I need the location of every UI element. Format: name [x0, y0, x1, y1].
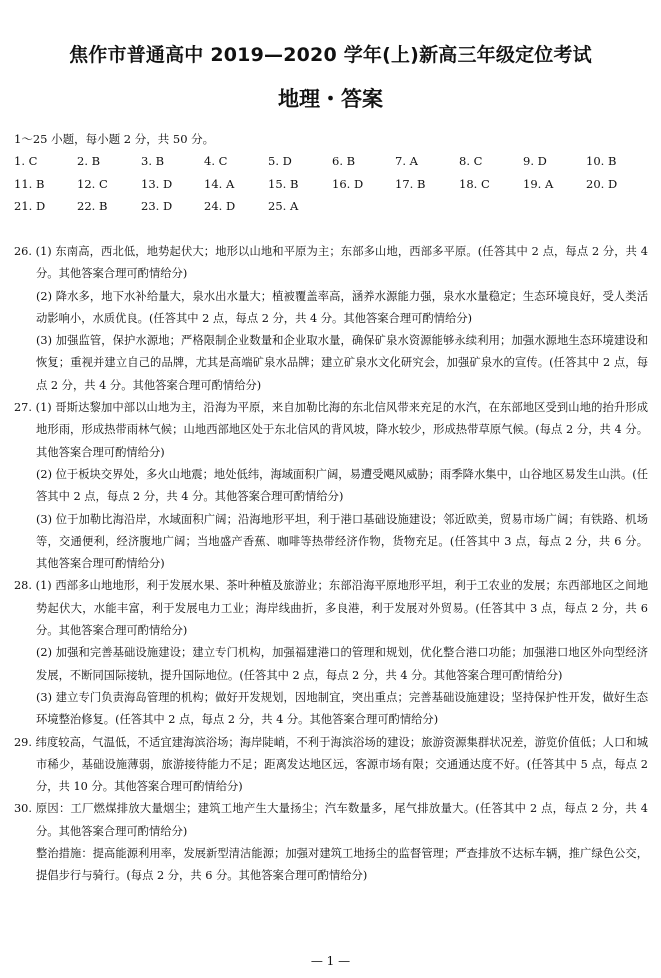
answer-q28-part2: (2) 加强和完善基础设施建设；建立专门机构，加强福建港口的管理和规划，优化整合港口功能；加强港口地区外向型经济发展，不断同国际接轨，提升国际地位。(任答其中 2 点，每点 2 分，共 4 分。其他答案合理可酌情给分) — [36, 646, 648, 682]
mcq-answer: 5. D — [268, 154, 292, 168]
mcq-answer: 19. A — [523, 176, 554, 191]
answer-q28-part3: (3) 建立专门负责海岛管理的机构；做好开发规划，因地制宜，突出重点；完善基础设施建设；坚持保护性开发，做好生态环境整治修复。(任答其中 2 点，每点 2 分，共 4 分。其他答案合理可酌情给分) — [36, 690, 648, 727]
mcq-answer: 2. B — [77, 154, 101, 168]
page-number: — 1 — — [310, 954, 351, 968]
answer-q30-measures: 整治措施：提高能源利用率，发展新型清洁能源；加强对建筑工地扬尘的监督管理；严查排放不达标车辆，推广绿色公交，提倡步行与骑行。(每点 2 分，共 6 分。其他答案合理可酌情给分) — [36, 847, 648, 883]
answer-q28-part1: 28. (1) 西部多山地地形，利于发展水果、茶叶种植及旅游业；东部沿海平原地形平坦，利于工农业的发展；东西部地区之间地势起伏大，水能丰富，利于发展电力工业；海岸线曲折，多良港，利于发展对外贸易。(任答其中 3 点，每点 2 分，共 6 分。其他答案合理可酌情给分) — [14, 579, 648, 638]
mcq-answer: 14. A — [204, 176, 235, 191]
mcq-answer: 6. B — [332, 154, 356, 168]
answer-q27-part2: (2) 位于板块交界处，多火山地震；地处低纬，海域面积广阔，易遭受飓风威胁；雨季降水集中，山谷地区易发生山洪。(任答其中 2 点，每点 2 分，共 4 分。其他答案合理可酌情给分) — [36, 467, 648, 504]
mcq-row — [14, 199, 654, 222]
answer-q26-part3: (3) 加强监管，保护水源地；严格限制企业数量和企业取水量，确保矿泉水资源能够永续利用；加强水源地生态环境建设和恢复；重视并建立自己的品牌，尤其是高端矿泉水品牌；建立矿泉水文化研究会，加强矿泉水的宣传。(任答其中 2 点，每点 2 分，共 4 分。其他答案合理可酌情给分) — [36, 334, 648, 392]
mcq-answer: 23. D — [141, 199, 173, 213]
document-subtitle: 地理・答案 — [278, 87, 383, 111]
mcq-answer: 7. A — [395, 154, 418, 168]
mcq-answer: 1. C — [14, 154, 38, 168]
mcq-row — [14, 154, 654, 177]
free-response-answers — [14, 241, 648, 888]
mcq-answer: 24. D — [204, 199, 236, 213]
mcq-answer: 20. D — [586, 176, 618, 191]
mcq-answer-grid — [14, 154, 654, 222]
mcq-answer: 3. B — [141, 154, 165, 168]
answer-q27-part1: 27. (1) 哥斯达黎加中部以山地为主，沿海为平原，来自加勒比海的东北信风带来充足的水汽，在东部地区受到山地的抬升形成地形雨，形成热带雨林气候；山地西部地区处于东北信风的背风坡，降水较少，形成热带草原气候。(每点 2 分，共 4 分。其他答案合理可酌情给分) — [14, 401, 648, 459]
mcq-answer: 9. D — [523, 154, 547, 168]
answer-q26-part1: 26. (1) 东南高，西北低，地势起伏大；地形以山地和平原为主；东部多山地，西部多平原。(任答其中 2 点，每点 2 分，共 4 分。其他答案合理可酌情给分) — [14, 245, 648, 281]
mcq-answer: 25. A — [268, 199, 299, 213]
answer-q27-part3: (3) 位于加勒比海沿岸，水域面积广阔；沿海地形平坦，利于港口基础设施建设；邻近欧美，贸易市场广阔；有铁路、机场等，交通便利，经济腹地广阔；当地盛产香蕉、咖啡等热带经济作物，货物充足。(任答其中 3 点，每点 2 分，共 6 分。其他答案合理可酌情给分) — [36, 512, 648, 571]
mcq-answer: 15. B — [268, 176, 299, 191]
mcq-answer: 4. C — [204, 154, 228, 168]
mcq-answer: 8. C — [459, 154, 483, 168]
mcq-instructions: 1～25 小题，每小题 2 分，共 50 分。 — [14, 132, 215, 146]
mcq-answer: 11. B — [14, 176, 45, 191]
mcq-answer: 16. D — [332, 176, 364, 191]
answer-q26-part2: (2) 降水多，地下水补给量大，泉水出水量大；植被覆盖率高，涵养水源能力强，泉水水量稳定；生态环境良好，受人类活动影响小，水质优良。(任答其中 2 点，每点 2 分，共 4 分。其他答案合理可酌情给分) — [36, 289, 648, 325]
mcq-answer: 17. B — [395, 176, 426, 191]
mcq-answer: 22. B — [77, 199, 108, 213]
mcq-answer: 13. D — [141, 176, 173, 191]
mcq-answer: 18. C — [459, 176, 490, 191]
mcq-answer: 21. D — [14, 199, 46, 213]
mcq-row — [14, 177, 654, 200]
mcq-answer: 10. B — [586, 154, 617, 168]
answer-q29: 29. 纬度较高，气温低，不适宜建海滨浴场；海岸陡峭，不利于海滨浴场的建设；旅游资源集群状况差，游览价值低；人口和城市稀少，基础设施薄弱，旅游接待能力不足；距离发达地区远，客源市场有限；交通通达度不好。(任答其中 5 点，每点 2 分，共 10 分。其他答案合理可酌情给分) — [14, 735, 648, 794]
answer-q30-reason: 30. 原因：工厂燃煤排放大量烟尘；建筑工地产生大量扬尘；汽车数量多，尾气排放量大。(任答其中 2 点，每点 2 分，共 4 分。其他答案合理可酌情给分) — [14, 802, 648, 838]
exam-title: 焦作市普通高中 2019—2020 学年(上)新高三年级定位考试 — [69, 44, 592, 66]
mcq-answer: 12. C — [77, 176, 108, 191]
